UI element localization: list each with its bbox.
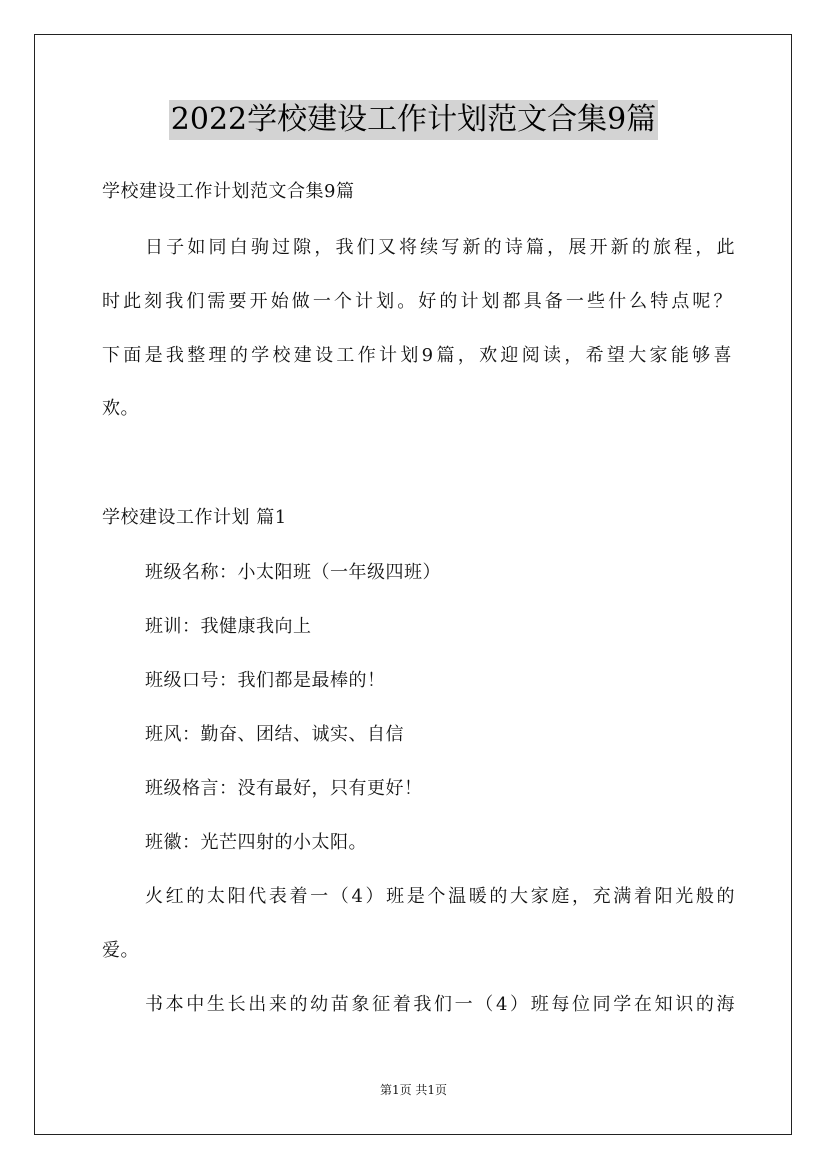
intro-line-3: 下面是我整理的学校建设工作计划9篇，欢迎阅读，希望大家能够喜 <box>102 345 732 366</box>
title-container <box>0 100 827 140</box>
item-class-style: 班风：勤奋、团结、诚实、自信 <box>145 724 404 745</box>
document-title: 2022学校建设工作计划范文合集9篇 <box>169 100 658 140</box>
intro-line-4: 欢。 <box>102 398 139 419</box>
item-class-emblem: 班徽：光芒四射的小太阳。 <box>145 832 367 853</box>
intro-line-2: 时此刻我们需要开始做一个计划。好的计划都具备一些什么特点呢？ <box>102 291 732 312</box>
item-class-maxim: 班级格言：没有最好，只有更好！ <box>145 778 423 799</box>
document-subtitle: 学校建设工作计划范文合集9篇 <box>102 181 355 202</box>
intro-line-1: 日子如同白驹过隙，我们又将续写新的诗篇，展开新的旅程，此 <box>145 237 735 258</box>
paragraph-1-line-1: 火红的太阳代表着一（4）班是个温暖的大家庭，充满着阳光般的 <box>145 886 735 907</box>
page-footer: 第1页 共1页 <box>379 1083 448 1097</box>
paragraph-2-line-1: 书本中生长出来的幼苗象征着我们一（4）班每位同学在知识的海 <box>145 994 735 1015</box>
paragraph-1-line-2: 爱。 <box>102 940 139 961</box>
item-class-name: 班级名称：小太阳班（一年级四班） <box>145 562 441 583</box>
item-class-slogan: 班级口号：我们都是最棒的！ <box>145 670 386 691</box>
item-class-motto: 班训：我健康我向上 <box>145 616 312 637</box>
section-heading: 学校建设工作计划 篇1 <box>102 507 287 528</box>
